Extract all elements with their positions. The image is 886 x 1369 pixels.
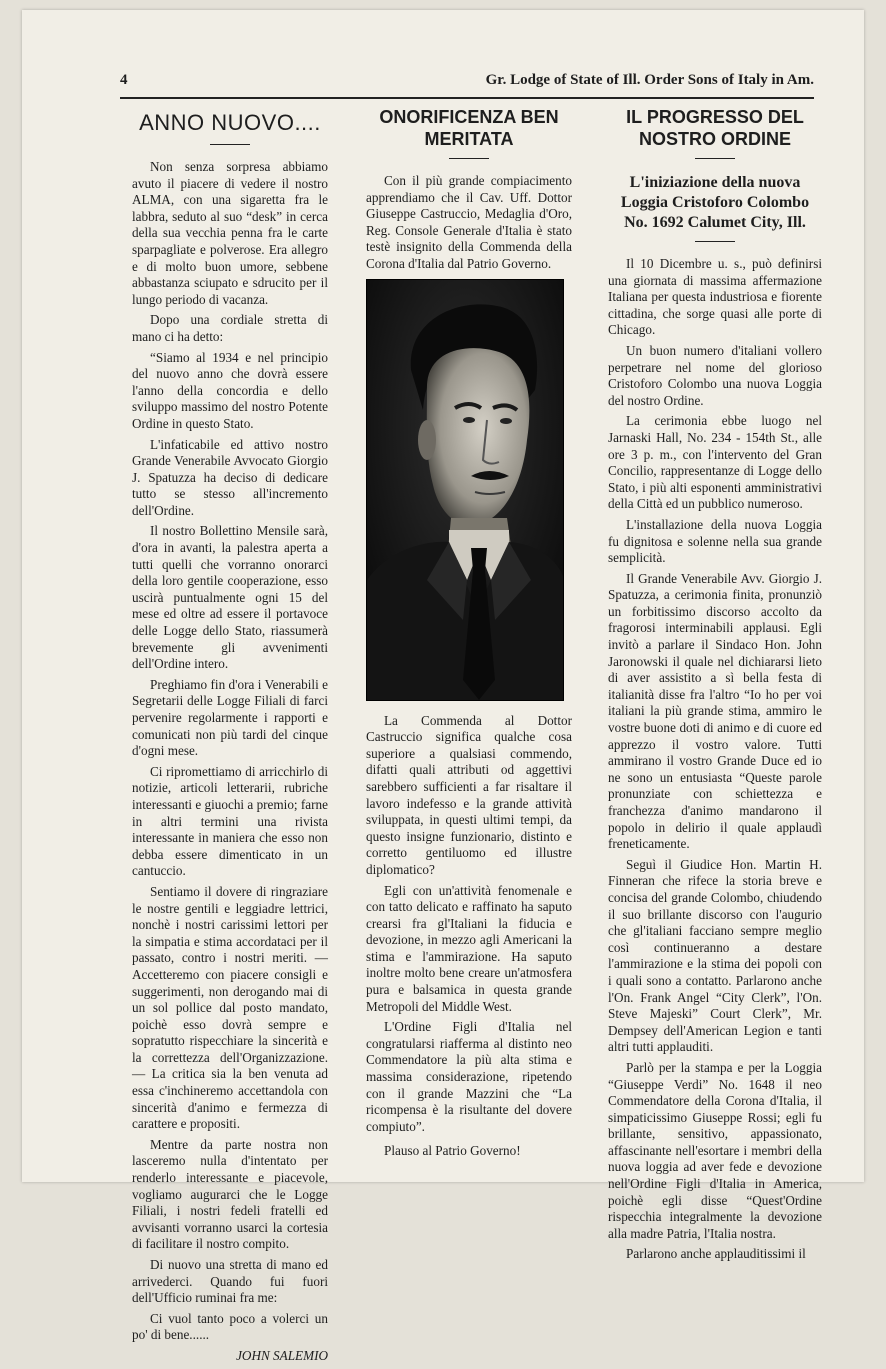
- author-signature: JOHN SALEMIO: [236, 1347, 328, 1363]
- paragraph: Parlarono anche applauditissimi il: [626, 1246, 806, 1262]
- paragraph: Dopo una cordiale stretta di mano ci ha detto:: [132, 312, 328, 344]
- paragraph: Seguì il Giudice Hon. Martin H. Finneran che rifece la storia breve e concisa del grande Colombo, chiudendo il suo brillante discorso con l'augurio che gl'italiani facciano sempre meglio così continueranno a destare l'ammirazione e la stima dei popoli con i quali sono a contatto. Parlarono anche l'On. Frank Angel “City Clerk”, l'On. Steve Majeski” Court Clerk”, Mr. Dempsey dell'American Legion e tanti altri tutti applauditi.: [608, 856, 822, 1055]
- paragraph: Parlò per la stampa e per la Loggia “Giuseppe Verdi” No. 1648 il neo Commendatore della Corona d'Italia, il simpaticissimo Giuseppe Rossi; egli fu brillante, sensitivo, appassionato, affascinante nell'esortare i membri della nuova loggia ad aver fede e devozione nell'Ordine Figli d'Italia in America, poichè egli disse “Quest'Ordine rispecchia integralmente la devozione alla madre Patria, l'Italia nostra.: [608, 1059, 822, 1241]
- paragraph: Ci ripromettiamo di arricchirlo di notizie, articoli letterarii, rubriche interessanti e giuochi a premio; farne in altri termini una rivista interessante in maniera che esso non debba essere dimenticato in un cantuccio.: [132, 763, 328, 879]
- page-number: 4: [120, 72, 128, 88]
- column-onorificenza: [366, 106, 572, 1164]
- paragraph: Il 10 Dicembre u. s., può definirsi una giornata di massima affermazione Italiana per questa industriosa e fiorente cittadina, che sorge quasi alle porte di Chicago.: [608, 256, 822, 338]
- paragraph: L'Ordine Figli d'Italia nel congratularsi riafferma al distinto neo Commendatore la più alta stima e massima considerazione, ripetendo con il grande Mazzini che “La ricompensa è la risultante del dovere compiuto”.: [366, 1019, 572, 1134]
- paragraph: Un buon numero d'italiani vollero perpetrare nel nome del glorioso Cristoforo Colombo una nuova Loggia del nostro Ordine.: [608, 342, 822, 408]
- portrait-illustration: [367, 280, 563, 700]
- header-rule: [120, 97, 814, 99]
- article-title-anno-nuovo: ANNO NUOVO....: [139, 110, 321, 135]
- title-rule: [210, 144, 250, 145]
- newspaper-page: [22, 10, 864, 1363]
- paragraph: La cerimonia ebbe luogo nel Jarnaski Hall, No. 234 - 154th St., alle ore 3 p. m., con l'intervento del Gran Concilio, rappresentanze di Logge dello Stato, i più alti esponenti amministrativi della Città ed un pubblico numeroso.: [608, 413, 822, 512]
- paragraph: “Siamo al 1934 e nel principio del nuovo anno che dovrà essere l'anno della concordia e dello sviluppo massimo del nostro Potente Ordine in questo Stato.: [132, 349, 328, 431]
- article-subtitle: L'iniziazione della nuova Loggia Cristoforo Colombo No. 1692 Calumet City, Ill.: [620, 174, 810, 231]
- column-anno-nuovo: [132, 106, 328, 1369]
- paragraph: Con il più grande compiacimento apprendiamo che il Cav. Uff. Dottor Giuseppe Castruccio, Medaglia d'Oro, Reg. Console Generale d'Italia è stato testè insignito della Commenda della Corona d'Italia dal Patrio Governo.: [366, 173, 572, 271]
- paragraph: L'infaticabile ed attivo nostro Grande Venerabile Avvocato Giorgio J. Spatuzza ha deciso di dedicare tutto se stesso all'incremento dell'Ordine.: [132, 436, 328, 518]
- title-rule: [695, 158, 735, 159]
- portrait-photo: [366, 279, 564, 701]
- paragraph: Egli con un'attività fenomenale e con tatto delicato e raffinato ha saputo crearsi fra gl'Italiani la fiducia e devozione, in mezzo agli Americani la stima e l'ammirazione. Ha saputo inoltre molto bene creare un'atmosfera pura e balsamica in questa grande Metropoli del Middle West.: [366, 882, 572, 1014]
- paragraph: Sentiamo il dovere di ringraziare le nostre gentili e leggiadre lettrici, nonchè i nostri carissimi lettori per la simpatia e stima accordataci per il passato, contro i nostri meriti. — Accetteremo con piacere consigli e suggerimenti, non derogando mai di un sol pollice dal posto mandato, poichè esso dovrà sempre e sopratutto rispecchiare la sincerità e la correttezza dell'Organizzazione. — La critica sia la ben venuta ad essa c'inchineremo accettandola con sincerità d'animo e fermezza di carattere e propositi.: [132, 883, 328, 1132]
- article-title-progresso: IL PROGRESSO DEL NOSTRO ORDINE: [626, 107, 804, 149]
- paragraph: Mentre da parte nostra non lasceremo nulla d'intentato per renderlo interessante e piacevole, vogliamo augurarci che le Logge Filiali, i nostri fedeli fratelli ed avvisanti vorranno usarci la cortesia di facilitare il nostro compito.: [132, 1136, 328, 1252]
- paragraph: Di nuovo una stretta di mano ed arrivederci. Quando fui fuori dell'Ufficio ruminai fra me:: [132, 1257, 328, 1306]
- paragraph: Non senza sorpresa abbiamo avuto il piacere di vedere il nostro ALMA, con una sigaretta fra le labbra, seduto al suo “desk” in cerca della sua vecchia penna fra le carte sparpagliate e polverose. Era allegro e di molto buon umore, sebbene abbastanza sciupato e sdrucito per il lungo periodo di vacanza.: [132, 159, 328, 307]
- column-progresso: [608, 106, 822, 1267]
- paragraph: Ci vuol tanto poco a volerci un po' di bene......: [132, 1310, 328, 1343]
- paragraph: Plauso al Patrio Governo!: [384, 1143, 521, 1159]
- paragraph: Il nostro Bollettino Mensile sarà, d'ora in avanti, la palestra aperta a tutti quelli che vorranno onorarci della loro gentile cooperazione, esso uscirà puntualmente ogni 15 del mese ed oltre ad essere il portavoce delle Logge dello Stato, riassumerà brevemente gli avvenimenti dell'Ordine intero.: [132, 523, 328, 672]
- paragraph: Preghiamo fin d'ora i Venerabili e Segretarii delle Logge Filiali di farci pervenire regolarmente i rapporti e comunicati non più tardi del cinque d'ogni mese.: [132, 676, 328, 759]
- title-rule: [449, 158, 489, 159]
- header-title: Gr. Lodge of State of Ill. Order Sons of Italy in Am.: [485, 72, 814, 88]
- paragraph: Il Grande Venerabile Avv. Giorgio J. Spatuzza, a cerimonia finita, pronunziò un forbitissimo discorso accolto da fragorosi interminabili applausi. Egli invitò a parlare il Sindaco Hon. John Jaronowski il quale nel dichiararsi lieto di aver assistito a sì bella festa di italianità disse fra l'altro “Io ho per voi italiani la più grande stima, ammiro le vostre buone doti di animo e di cuore ed apprezzo il vostro valore. Tutti ammirano il vostro Grande Duce ed io ne sono un entusiasta “Queste parole pronunziate con schiettezza e franchezza d'animo mandarono il popolo in delirio il quale applaudì freneticamente.: [608, 570, 822, 852]
- paragraph: La Commenda al Dottor Castruccio significa qualche cosa superiore a qualsiasi commendo, difatti quali attributi od aggettivi sarebbero sufficienti a far risaltare il lavoro indefesso e la grande attività sviluppata, in questi ultimi tempi, da questo insigne funzionario, distinto e corretto gentiluomo ed illustre diplomatico?: [366, 712, 572, 877]
- paragraph: L'installazione della nuova Loggia fu dignitosa e solenne nella sua grande semplicità.: [608, 516, 822, 566]
- article-title-onorificenza: ONORIFICENZA BEN MERITATA: [379, 107, 559, 149]
- subtitle-rule: [695, 241, 735, 242]
